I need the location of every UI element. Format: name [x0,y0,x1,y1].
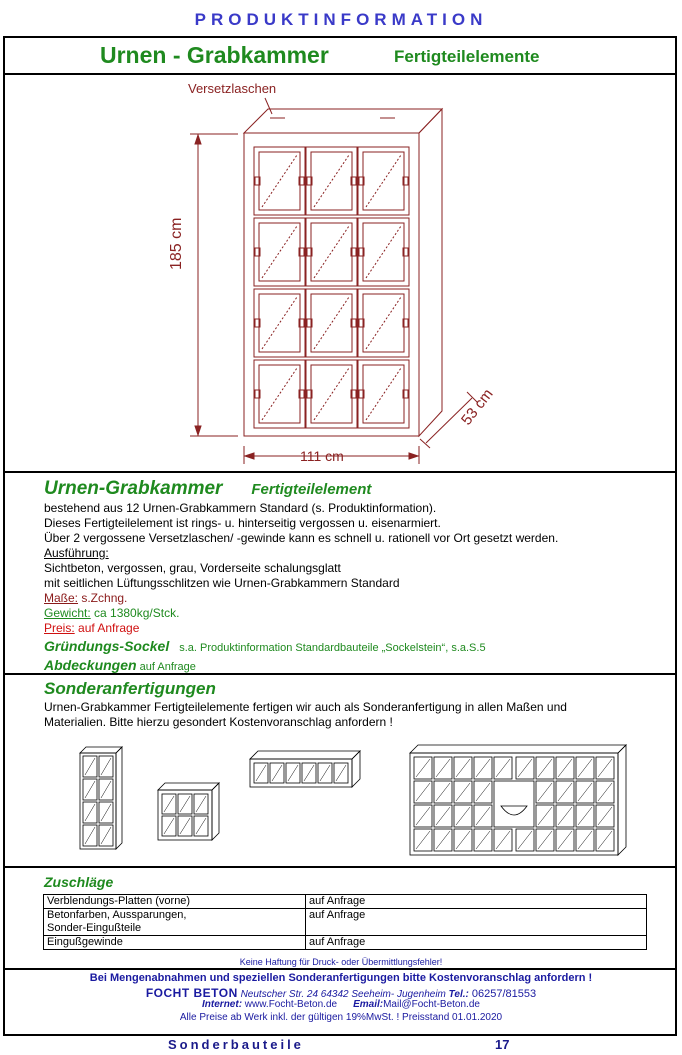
mini-door-line [456,831,470,849]
document-type-heading: PRODUKTINFORMATION [194,10,488,29]
chamber [358,147,409,215]
sub-title: Fertigteilelemente [394,47,540,66]
sonder-text-line: Materialien. Bitte hierzu gesondert Kostenvoranschlag anfordern ! [44,715,393,729]
chamber-door [311,294,352,352]
mini-door-line [558,783,572,801]
chamber [254,360,305,428]
chamber [306,289,357,357]
mini-door-line [336,765,346,781]
mini-door-line [101,804,111,821]
divider [3,73,677,75]
main-title: Urnen - Grabkammer [100,42,329,68]
door-glare [262,155,297,207]
mini-door-line [558,807,572,825]
top-face [244,109,442,133]
mini-door-line [288,765,298,781]
chamber-door [363,294,404,352]
mini-door-line [180,796,190,812]
mini-door-line [598,783,612,801]
page-section-label: Sonderbauteile [168,1037,304,1052]
company-address: Neutscher Str. 24 64342 Seeheim- Jugenheim [237,989,449,1000]
sketch-tall [80,753,116,849]
product-title: Urnen-Grabkammer [44,478,223,499]
zuschlaege-table [43,894,647,950]
sonder-title: Sonderanfertigungen [44,679,216,698]
mini-door-line [456,807,470,825]
product-section [44,478,664,675]
mini-door-line [180,818,190,834]
mini-door-line [436,831,450,849]
row-item-line2: Sonder-Eingußteile [47,922,142,934]
mini-door-line [476,831,490,849]
footer-note: Bei Mengenabnahmen und speziellen Sonderanfertigungen bitte Kostenvoranschlag anfordern ! [89,972,593,984]
mini-door-line [436,783,450,801]
sketch-tall-side [116,747,122,849]
divider [3,968,677,970]
mini-door-line [416,759,430,777]
product-line: bestehend aus 12 Urnen-Grabkammern Standard (s. Produktinformation). [44,501,437,515]
niche-bowl [501,806,527,815]
mini-door-line [416,831,430,849]
chamber-door [363,223,404,281]
chamber [254,289,305,357]
mini-door-line [496,759,510,777]
sketch-tall-top [80,747,122,753]
table-row [44,909,647,936]
mini-door-line [578,807,592,825]
mini-door-line [578,783,592,801]
sockel-label: Gründungs-Sockel [44,638,170,654]
divider [3,471,677,473]
mini-door-line [164,818,174,834]
chamber-door [311,152,352,210]
row-item: Verblendungs-Platten (vorne) [47,895,191,907]
sockel-value: s.a. Produktinformation Standardbauteile „Sockelstein“, s.a.S.5 [179,642,486,654]
sketch-large-side [618,745,626,855]
page-number: 17 [495,1037,510,1052]
mini-door-line [456,759,470,777]
mini-door-line [496,831,510,849]
door-glare [314,297,349,349]
chamber [358,289,409,357]
row-price: auf Anfrage [309,936,366,948]
mini-door-line [101,827,111,844]
email-label: Email: [353,999,384,1010]
divider [3,673,677,675]
dim-width: 111 cm [300,448,344,464]
chamber-door [363,365,404,423]
disclaimer: Keine Haftung für Druck- oder Übermittlungsfehler! [239,957,443,967]
door-glare [314,368,349,420]
sketch-small [158,790,212,840]
special-designs-drawings [70,735,630,860]
table-row [44,895,647,909]
mini-door-line [256,765,266,781]
mini-door-line [101,781,111,798]
product-line: Über 2 vergossene Versetzlaschen/ -gewinde kann es schnell u. rationell vor Ort gesetzt werden. [44,531,559,545]
chamber [254,147,305,215]
mini-door-line [272,765,282,781]
chamber [358,360,409,428]
abdeckungen-value: auf Anfrage [136,661,196,673]
mini-door-line [85,781,95,798]
door-glare [262,297,297,349]
door-glare [314,226,349,278]
chamber [306,360,357,428]
divider [3,866,677,868]
chamber [306,147,357,215]
chamber-door [311,223,352,281]
product-subtitle: Fertigteilelement [251,481,372,498]
abdeckungen-label: Abdeckungen [44,657,137,673]
door-glare [262,226,297,278]
central-niche [494,781,534,827]
mini-door-line [320,765,330,781]
preis-label: Preis: [44,621,75,635]
tel-value: 06257/81553 [468,988,537,1000]
mini-door-line [85,758,95,775]
mini-door-line [538,759,552,777]
mini-door-line [416,783,430,801]
row-price: auf Anfrage [309,909,366,921]
sonder-text [44,700,664,730]
sketch-small-top [158,783,219,790]
email-link[interactable]: Mail@Focht-Beton.de [383,999,480,1010]
side-face [419,109,442,436]
internet-label: Internet: [202,999,243,1010]
sketch-wide-top [250,751,360,759]
mini-door-line [518,759,532,777]
chamber [358,218,409,286]
row-item: Eingußgewinde [47,936,123,948]
ausfuehrung-line: Sichtbeton, vergossen, grau, Vorderseite schalungsglatt [44,561,341,575]
technical-drawing [150,78,510,470]
footer-web-line [0,999,682,1010]
mini-door-line [85,804,95,821]
chamber [254,218,305,286]
dim-height: 185 cm [168,217,185,270]
ausfuehrung-line: mit seitlichen Lüftungsschlitzen wie Urnen-Grabkammern Standard [44,576,400,590]
mini-door-line [558,831,572,849]
chamber-door [363,152,404,210]
mini-door-line [578,759,592,777]
mini-door-line [101,758,111,775]
mini-door-line [598,831,612,849]
mini-door-line [518,831,532,849]
chamber-door [311,365,352,423]
door-glare [314,155,349,207]
table-row [44,936,647,950]
masse-value: s.Zchng. [78,591,128,605]
door-glare [366,297,401,349]
chamber [306,218,357,286]
footer-company-line [0,986,682,1000]
sketch-large [410,753,618,855]
mini-door-line [85,827,95,844]
dim-depth: 53 cm [458,385,497,429]
mini-door-line [598,759,612,777]
label-versetzlaschen: Versetzlaschen [188,81,277,96]
mini-door-line [456,783,470,801]
sonder-text-line: Urnen-Grabkammer Fertigteilelemente fertigen wir auch als Sonderanfertigung in allen Maßen und [44,700,567,714]
tel-label: Tel.: [448,989,469,1000]
mini-door-line [196,796,206,812]
mini-door-line [476,807,490,825]
mini-door-line [476,783,490,801]
masse-label: Maße: [44,591,79,605]
chamber-door [259,152,300,210]
mini-door-line [538,831,552,849]
door-glare [366,155,401,207]
chamber-door [259,365,300,423]
internet-link[interactable]: www.Focht-Beton.de [242,999,338,1010]
row-price: auf Anfrage [309,895,366,907]
door-glare [366,368,401,420]
company-name: FOCHT BETON [145,986,238,1000]
gewicht-value: ca 1380kg/Stck. [90,606,180,620]
sketch-small-side [212,783,219,840]
mini-door-line [196,818,206,834]
mini-door-line [538,807,552,825]
footer-prices: Alle Preise ab Werk inkl. der gültigen 19%MwSt. ! Preisstand 01.01.2020 [179,1012,503,1023]
chamber-door [259,223,300,281]
mini-door-line [578,831,592,849]
mini-door-line [416,807,430,825]
mini-door-line [538,783,552,801]
chamber-door [259,294,300,352]
preis-value: auf Anfrage [74,621,140,635]
mini-door-line [558,759,572,777]
sketch-large-top [410,745,626,753]
door-glare [262,368,297,420]
product-line: Dieses Fertigteilelement ist rings- u. hinterseitig vergossen u. eisenarmiert. [44,516,441,530]
mini-door-line [476,759,490,777]
front-face [244,133,419,436]
row-item: Betonfarben, Aussparungen, [47,909,187,921]
mini-door-line [164,796,174,812]
mini-door-line [436,807,450,825]
mini-door-line [304,765,314,781]
ausfuehrung-label: Ausführung: [44,546,109,560]
gewicht-label: Gewicht: [44,606,91,620]
door-glare [366,226,401,278]
zuschlaege-title: Zuschläge [44,874,114,890]
mini-door-line [436,759,450,777]
sketch-wide-side [352,751,360,787]
mini-door-line [598,807,612,825]
